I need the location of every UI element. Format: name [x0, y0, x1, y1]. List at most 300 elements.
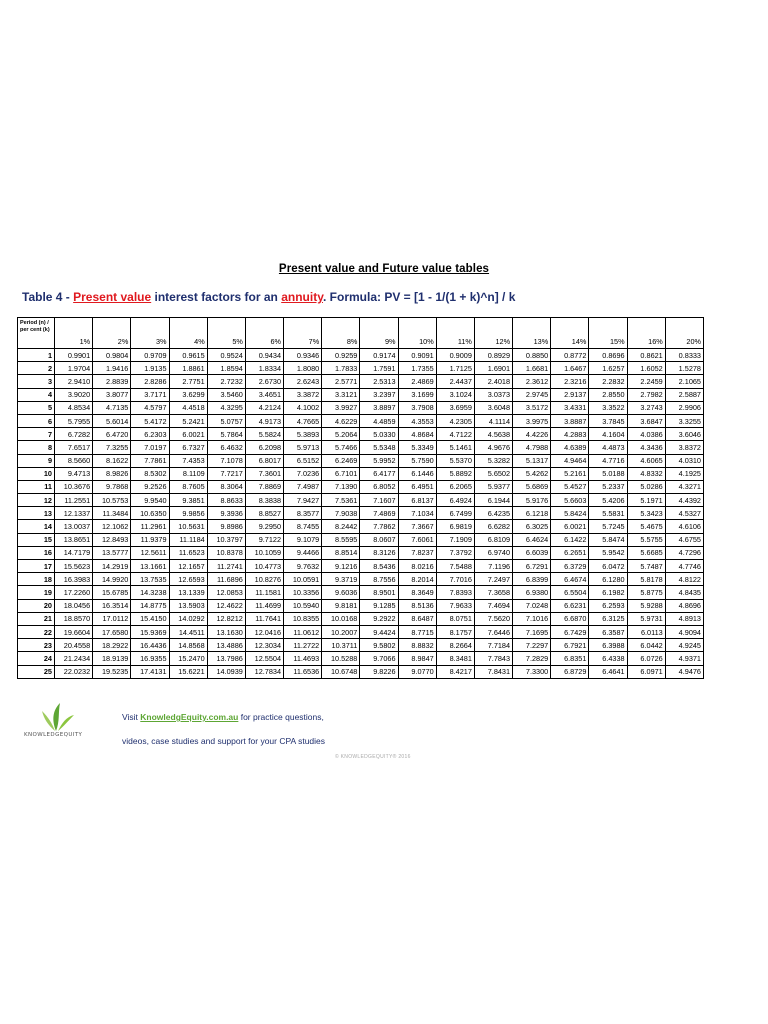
- factor-cell: 6.0113: [627, 625, 665, 638]
- factor-cell: 22.0232: [55, 665, 93, 678]
- factor-cell: 4.6065: [627, 454, 665, 467]
- factor-cell: 3.7845: [589, 414, 627, 427]
- factor-cell: 9.7868: [93, 480, 131, 493]
- factor-cell: 2.7751: [169, 375, 207, 388]
- factor-cell: 2.8839: [93, 375, 131, 388]
- factor-cell: 7.2297: [513, 639, 551, 652]
- factor-cell: 13.0037: [55, 520, 93, 533]
- factor-cell: 8.2014: [398, 573, 436, 586]
- factor-cell: 5.7955: [55, 414, 93, 427]
- factor-cell: 15.2470: [169, 652, 207, 665]
- knowledgequity-link[interactable]: KnowledgEquity.com.au: [140, 712, 239, 722]
- factor-cell: 14.8775: [131, 599, 169, 612]
- factor-cell: 15.4150: [131, 612, 169, 625]
- table-row: [18, 480, 704, 493]
- factor-cell: 5.9952: [360, 454, 398, 467]
- factor-cell: 7.3300: [513, 665, 551, 678]
- factor-cell: 5.8178: [627, 573, 665, 586]
- factor-cell: 10.8378: [207, 546, 245, 559]
- factor-cell: 4.8696: [665, 599, 703, 612]
- factor-cell: 6.7921: [551, 639, 589, 652]
- factor-cell: 1.7125: [436, 362, 474, 375]
- factor-cell: 7.3667: [398, 520, 436, 533]
- factor-cell: 9.1079: [284, 533, 322, 546]
- factor-cell: 8.8633: [207, 494, 245, 507]
- factor-cell: 2.6243: [284, 375, 322, 388]
- factor-cell: 6.6231: [551, 599, 589, 612]
- factor-cell: 6.0442: [627, 639, 665, 652]
- factor-cell: 6.7429: [551, 625, 589, 638]
- factor-cell: 10.5631: [169, 520, 207, 533]
- factor-cell: 7.1695: [513, 625, 551, 638]
- factor-cell: 17.4131: [131, 665, 169, 678]
- factor-cell: 13.4886: [207, 639, 245, 652]
- factor-cell: 5.6603: [551, 494, 589, 507]
- factor-cell: 4.2883: [551, 428, 589, 441]
- factor-cell: 3.8077: [93, 388, 131, 401]
- factor-cell: 6.4632: [207, 441, 245, 454]
- factor-cell: 7.8237: [398, 546, 436, 559]
- factor-cell: 8.4217: [436, 665, 474, 678]
- factor-cell: 6.3729: [551, 560, 589, 573]
- factor-cell: 11.4699: [245, 599, 283, 612]
- factor-cell: 5.2337: [589, 480, 627, 493]
- factor-cell: 1.9135: [131, 362, 169, 375]
- factor-cell: 2.4869: [398, 375, 436, 388]
- factor-cell: 7.7843: [474, 652, 512, 665]
- table-row: [18, 362, 704, 375]
- factor-cell: 0.8772: [551, 349, 589, 362]
- factor-cell: 7.3792: [436, 546, 474, 559]
- factor-cell: 5.0757: [207, 414, 245, 427]
- table-row: [18, 414, 704, 427]
- factor-cell: 7.4987: [284, 480, 322, 493]
- factor-cell: 4.3271: [665, 480, 703, 493]
- factor-cell: 3.2743: [627, 401, 665, 414]
- factor-cell: 7.9038: [322, 507, 360, 520]
- factor-cell: 6.4177: [360, 467, 398, 480]
- factor-cell: 4.6229: [322, 414, 360, 427]
- factor-cell: 5.4527: [551, 480, 589, 493]
- factor-cell: 8.5136: [398, 599, 436, 612]
- factor-cell: 6.0726: [627, 652, 665, 665]
- factor-cell: 5.4172: [131, 414, 169, 427]
- factor-cell: 4.7716: [589, 454, 627, 467]
- factor-cell: 7.5361: [322, 494, 360, 507]
- factor-cell: 1.7833: [322, 362, 360, 375]
- factor-cell: 6.8052: [360, 480, 398, 493]
- factor-cell: 8.8527: [245, 507, 283, 520]
- factor-cell: 5.7864: [207, 428, 245, 441]
- factor-cell: 7.7862: [360, 520, 398, 533]
- period-cell: 16: [18, 546, 55, 559]
- factor-cell: 2.8550: [589, 388, 627, 401]
- subtitle-present-value: Present value: [73, 290, 152, 304]
- subtitle-prefix: Table 4 -: [22, 290, 74, 304]
- factor-cell: 18.2922: [93, 639, 131, 652]
- factor-cell: 3.3522: [589, 401, 627, 414]
- rate-header: 11%: [436, 318, 474, 349]
- factor-cell: 12.1657: [169, 560, 207, 573]
- rate-header: 1%: [55, 318, 93, 349]
- period-cell: 15: [18, 533, 55, 546]
- factor-cell: 7.7217: [207, 467, 245, 480]
- factor-cell: 3.9927: [322, 401, 360, 414]
- period-cell: 19: [18, 586, 55, 599]
- factor-cell: 8.5595: [322, 533, 360, 546]
- factor-cell: 6.0971: [627, 665, 665, 678]
- factor-cell: 3.9020: [55, 388, 93, 401]
- factor-cell: 5.9542: [589, 546, 627, 559]
- factor-cell: 6.4674: [551, 573, 589, 586]
- factor-cell: 5.3282: [474, 454, 512, 467]
- factor-cell: 4.2305: [436, 414, 474, 427]
- factor-cell: 11.3484: [93, 507, 131, 520]
- factor-cell: 6.6870: [551, 612, 589, 625]
- visit-line: [122, 712, 324, 722]
- visit-prefix: Visit: [122, 712, 141, 722]
- factor-cell: 7.1016: [513, 612, 551, 625]
- factor-cell: 7.2497: [474, 573, 512, 586]
- copyright: © KNOWLEDGEQUITY® 2016: [335, 754, 411, 760]
- factor-cell: 14.0939: [207, 665, 245, 678]
- factor-cell: 4.9173: [245, 414, 283, 427]
- factor-cell: 7.8869: [245, 480, 283, 493]
- period-cell: 23: [18, 639, 55, 652]
- factor-cell: 5.2064: [322, 428, 360, 441]
- factor-cell: 4.1002: [284, 401, 322, 414]
- factor-cell: 8.3126: [360, 546, 398, 559]
- factor-cell: 5.7487: [627, 560, 665, 573]
- subtitle-formula: . Formula: PV = [1 - 1/(1 + k)^n] / k: [322, 290, 516, 304]
- factor-cell: 3.4651: [245, 388, 283, 401]
- factor-cell: 5.0286: [627, 480, 665, 493]
- factor-cell: 5.5824: [245, 428, 283, 441]
- factor-cell: 8.9847: [398, 652, 436, 665]
- factor-cell: 7.0248: [513, 599, 551, 612]
- table-row: [18, 454, 704, 467]
- factor-cell: 11.2741: [207, 560, 245, 573]
- factor-cell: 3.2397: [360, 388, 398, 401]
- factor-cell: 1.9416: [93, 362, 131, 375]
- factor-cell: 9.6036: [322, 586, 360, 599]
- factor-cell: 8.6487: [398, 612, 436, 625]
- factor-cell: 9.8986: [207, 520, 245, 533]
- factor-cell: 14.2919: [93, 560, 131, 573]
- factor-cell: 4.3553: [398, 414, 436, 427]
- factor-cell: 9.3719: [322, 573, 360, 586]
- factor-cell: 2.8286: [131, 375, 169, 388]
- factor-cell: 12.1062: [93, 520, 131, 533]
- factor-cell: 7.9633: [436, 599, 474, 612]
- factor-cell: 5.4675: [627, 520, 665, 533]
- period-cell: 17: [18, 560, 55, 573]
- factor-cell: 5.5370: [436, 454, 474, 467]
- factor-cell: 3.7908: [398, 401, 436, 414]
- factor-cell: 4.1114: [474, 414, 512, 427]
- subtitle-annuity: annuity: [281, 290, 323, 304]
- factor-cell: 9.2526: [131, 480, 169, 493]
- factor-cell: 7.4694: [474, 599, 512, 612]
- factor-cell: 14.9920: [93, 573, 131, 586]
- factor-cell: 4.4392: [665, 494, 703, 507]
- factor-cell: 5.6014: [93, 414, 131, 427]
- factor-cell: 7.8431: [474, 665, 512, 678]
- factor-cell: 5.9713: [284, 441, 322, 454]
- factor-cell: 1.8080: [284, 362, 322, 375]
- factor-cell: 6.8351: [551, 652, 589, 665]
- factor-cell: 12.7834: [245, 665, 283, 678]
- period-cell: 4: [18, 388, 55, 401]
- factor-cell: 7.6517: [55, 441, 93, 454]
- knowledgequity-logo: [22, 699, 92, 751]
- factor-cell: 3.8372: [665, 441, 703, 454]
- factor-cell: 9.7632: [284, 560, 322, 573]
- factor-cell: 4.7665: [284, 414, 322, 427]
- factor-cell: 5.6502: [474, 467, 512, 480]
- factor-cell: 4.3436: [627, 441, 665, 454]
- factor-cell: 6.1446: [398, 467, 436, 480]
- factor-cell: 8.7556: [360, 573, 398, 586]
- factor-cell: 7.1390: [322, 480, 360, 493]
- factor-cell: 6.9740: [474, 546, 512, 559]
- period-cell: 20: [18, 599, 55, 612]
- factor-cell: 4.6755: [665, 533, 703, 546]
- factor-cell: 2.1065: [665, 375, 703, 388]
- rate-header: 7%: [284, 318, 322, 349]
- table-row: [18, 467, 704, 480]
- factor-cell: 8.9501: [360, 586, 398, 599]
- factor-cell: 0.9346: [284, 349, 322, 362]
- table-row: [18, 507, 704, 520]
- factor-cell: 11.0612: [284, 625, 322, 638]
- factor-cell: 3.8897: [360, 401, 398, 414]
- factor-cell: 20.4558: [55, 639, 93, 652]
- factor-cell: 6.2593: [589, 599, 627, 612]
- factor-cell: 3.6847: [627, 414, 665, 427]
- factor-cell: 8.7605: [169, 480, 207, 493]
- factor-cell: 8.3064: [207, 480, 245, 493]
- factor-cell: 5.1317: [513, 454, 551, 467]
- factor-cell: 5.8892: [436, 467, 474, 480]
- factor-cell: 14.0292: [169, 612, 207, 625]
- factor-cell: 14.8568: [169, 639, 207, 652]
- factor-cell: 4.4873: [589, 441, 627, 454]
- factor-cell: 6.8729: [551, 665, 589, 678]
- factor-cell: 6.1218: [513, 507, 551, 520]
- factor-cell: 5.9288: [627, 599, 665, 612]
- factor-cell: 7.3658: [474, 586, 512, 599]
- factor-cell: 4.4226: [513, 428, 551, 441]
- factor-cell: 4.4859: [360, 414, 398, 427]
- factor-cell: 2.9745: [513, 388, 551, 401]
- factor-cell: 9.3851: [169, 494, 207, 507]
- factor-cell: 11.2961: [131, 520, 169, 533]
- rate-header: 2%: [93, 318, 131, 349]
- factor-cell: 5.3423: [627, 507, 665, 520]
- table-row: [18, 388, 704, 401]
- factor-cell: 0.9434: [245, 349, 283, 362]
- factor-cell: 7.7861: [131, 454, 169, 467]
- factor-cell: 7.1034: [398, 507, 436, 520]
- factor-cell: 11.9379: [131, 533, 169, 546]
- table-row: [18, 349, 704, 362]
- factor-cell: 4.8332: [627, 467, 665, 480]
- table-row: [18, 599, 704, 612]
- factor-cell: 4.8913: [665, 612, 703, 625]
- factor-cell: 19.5235: [93, 665, 131, 678]
- factor-cell: 5.5831: [589, 507, 627, 520]
- factor-cell: 6.4720: [93, 428, 131, 441]
- factor-cell: 3.6046: [665, 428, 703, 441]
- factor-cell: 5.5755: [627, 533, 665, 546]
- table-row: [18, 573, 704, 586]
- factor-cell: 11.6536: [284, 665, 322, 678]
- factor-cell: 3.1024: [436, 388, 474, 401]
- factor-cell: 0.9259: [322, 349, 360, 362]
- factor-cell: 6.6282: [474, 520, 512, 533]
- table-row: [18, 560, 704, 573]
- factor-cell: 14.3238: [131, 586, 169, 599]
- factor-cell: 3.5172: [513, 401, 551, 414]
- factor-cell: 11.2551: [55, 494, 93, 507]
- table-row: [18, 494, 704, 507]
- factor-cell: 12.0853: [207, 586, 245, 599]
- factor-cell: 7.5620: [474, 612, 512, 625]
- factor-cell: 6.5152: [284, 454, 322, 467]
- factor-cell: 6.6039: [513, 546, 551, 559]
- factor-cell: 8.7715: [398, 625, 436, 638]
- factor-cell: 5.6869: [513, 480, 551, 493]
- factor-cell: 1.5278: [665, 362, 703, 375]
- period-cell: 21: [18, 612, 55, 625]
- factor-cell: 6.7327: [169, 441, 207, 454]
- rate-header: 3%: [131, 318, 169, 349]
- factor-cell: 1.6052: [627, 362, 665, 375]
- factor-cell: 7.6446: [474, 625, 512, 638]
- factor-cell: 4.9676: [474, 441, 512, 454]
- factor-cell: 6.2469: [322, 454, 360, 467]
- factor-cell: 6.1944: [474, 494, 512, 507]
- factor-cell: 9.4424: [360, 625, 398, 638]
- period-cell: 22: [18, 625, 55, 638]
- factor-cell: 7.7016: [436, 573, 474, 586]
- factor-cell: 2.7982: [627, 388, 665, 401]
- subtitle-mid: interest factors for an: [151, 290, 282, 304]
- factor-cell: 12.8212: [207, 612, 245, 625]
- factor-cell: 7.3255: [93, 441, 131, 454]
- factor-cell: 2.5313: [360, 375, 398, 388]
- factor-cell: 11.1581: [245, 586, 283, 599]
- factor-cell: 4.8684: [398, 428, 436, 441]
- factor-cell: 6.4951: [398, 480, 436, 493]
- factor-cell: 6.2651: [551, 546, 589, 559]
- period-cell: 9: [18, 454, 55, 467]
- factor-cell: 10.5940: [284, 599, 322, 612]
- factor-cell: 7.2829: [513, 652, 551, 665]
- factor-cell: 5.9731: [627, 612, 665, 625]
- factor-cell: 5.0188: [589, 467, 627, 480]
- factor-cell: 8.8514: [322, 546, 360, 559]
- factor-cell: 4.1925: [665, 467, 703, 480]
- factor-cell: 6.1982: [589, 586, 627, 599]
- factor-cell: 12.1337: [55, 507, 93, 520]
- factor-cell: 12.3034: [245, 639, 283, 652]
- table-row: [18, 625, 704, 638]
- factor-cell: 9.7066: [360, 652, 398, 665]
- factor-cell: 10.6350: [131, 507, 169, 520]
- factor-cell: 3.3872: [284, 388, 322, 401]
- factor-cell: 9.7122: [245, 533, 283, 546]
- table-body: [18, 349, 704, 679]
- factor-cell: 2.5771: [322, 375, 360, 388]
- factor-cell: 0.9709: [131, 349, 169, 362]
- factor-cell: 4.8122: [665, 573, 703, 586]
- factor-cell: 17.6580: [93, 625, 131, 638]
- factor-cell: 4.4518: [169, 401, 207, 414]
- factor-cell: 6.9380: [513, 586, 551, 599]
- factor-cell: 16.3514: [93, 599, 131, 612]
- factor-cell: 9.0770: [398, 665, 436, 678]
- factor-cell: 8.5660: [55, 454, 93, 467]
- factor-cell: 1.6467: [551, 362, 589, 375]
- factor-cell: 11.7641: [245, 612, 283, 625]
- factor-cell: 1.6257: [589, 362, 627, 375]
- factor-cell: 10.3676: [55, 480, 93, 493]
- factor-cell: 2.5887: [665, 388, 703, 401]
- factor-cell: 5.9176: [513, 494, 551, 507]
- factor-cell: 3.8887: [551, 414, 589, 427]
- factor-cell: 3.3255: [665, 414, 703, 427]
- factor-cell: 0.9174: [360, 349, 398, 362]
- present-value-annuity-table: [17, 317, 704, 679]
- factor-cell: 0.8929: [474, 349, 512, 362]
- factor-cell: 7.4353: [169, 454, 207, 467]
- factor-cell: 13.5777: [93, 546, 131, 559]
- rate-header: 15%: [589, 318, 627, 349]
- factor-cell: 4.9094: [665, 625, 703, 638]
- factor-cell: 7.7184: [474, 639, 512, 652]
- factor-cell: 8.9826: [93, 467, 131, 480]
- factor-cell: 10.6748: [322, 665, 360, 678]
- table-row: [18, 612, 704, 625]
- factor-cell: 9.9856: [169, 507, 207, 520]
- factor-cell: 5.8424: [551, 507, 589, 520]
- factor-cell: 13.1339: [169, 586, 207, 599]
- logo-text: KNOWLEDGEQUITY: [24, 732, 83, 738]
- factor-cell: 9.2950: [245, 520, 283, 533]
- factor-cell: 5.1461: [436, 441, 474, 454]
- videos-line: videos, case studies and support for your CPA studies: [122, 736, 326, 746]
- factor-cell: 6.4235: [474, 507, 512, 520]
- factor-cell: 8.0607: [360, 533, 398, 546]
- factor-cell: 4.3295: [207, 401, 245, 414]
- factor-cell: 4.5638: [474, 428, 512, 441]
- factor-cell: 4.8435: [665, 586, 703, 599]
- factor-cell: 10.5753: [93, 494, 131, 507]
- factor-cell: 10.8355: [284, 612, 322, 625]
- factor-cell: 6.3025: [513, 520, 551, 533]
- rate-header: 9%: [360, 318, 398, 349]
- period-cell: 7: [18, 428, 55, 441]
- period-cell: 10: [18, 467, 55, 480]
- period-cell: 8: [18, 441, 55, 454]
- factor-cell: 6.0021: [551, 520, 589, 533]
- period-cell: 13: [18, 507, 55, 520]
- factor-cell: 8.7455: [284, 520, 322, 533]
- period-cell: 24: [18, 652, 55, 665]
- factor-cell: 5.5348: [360, 441, 398, 454]
